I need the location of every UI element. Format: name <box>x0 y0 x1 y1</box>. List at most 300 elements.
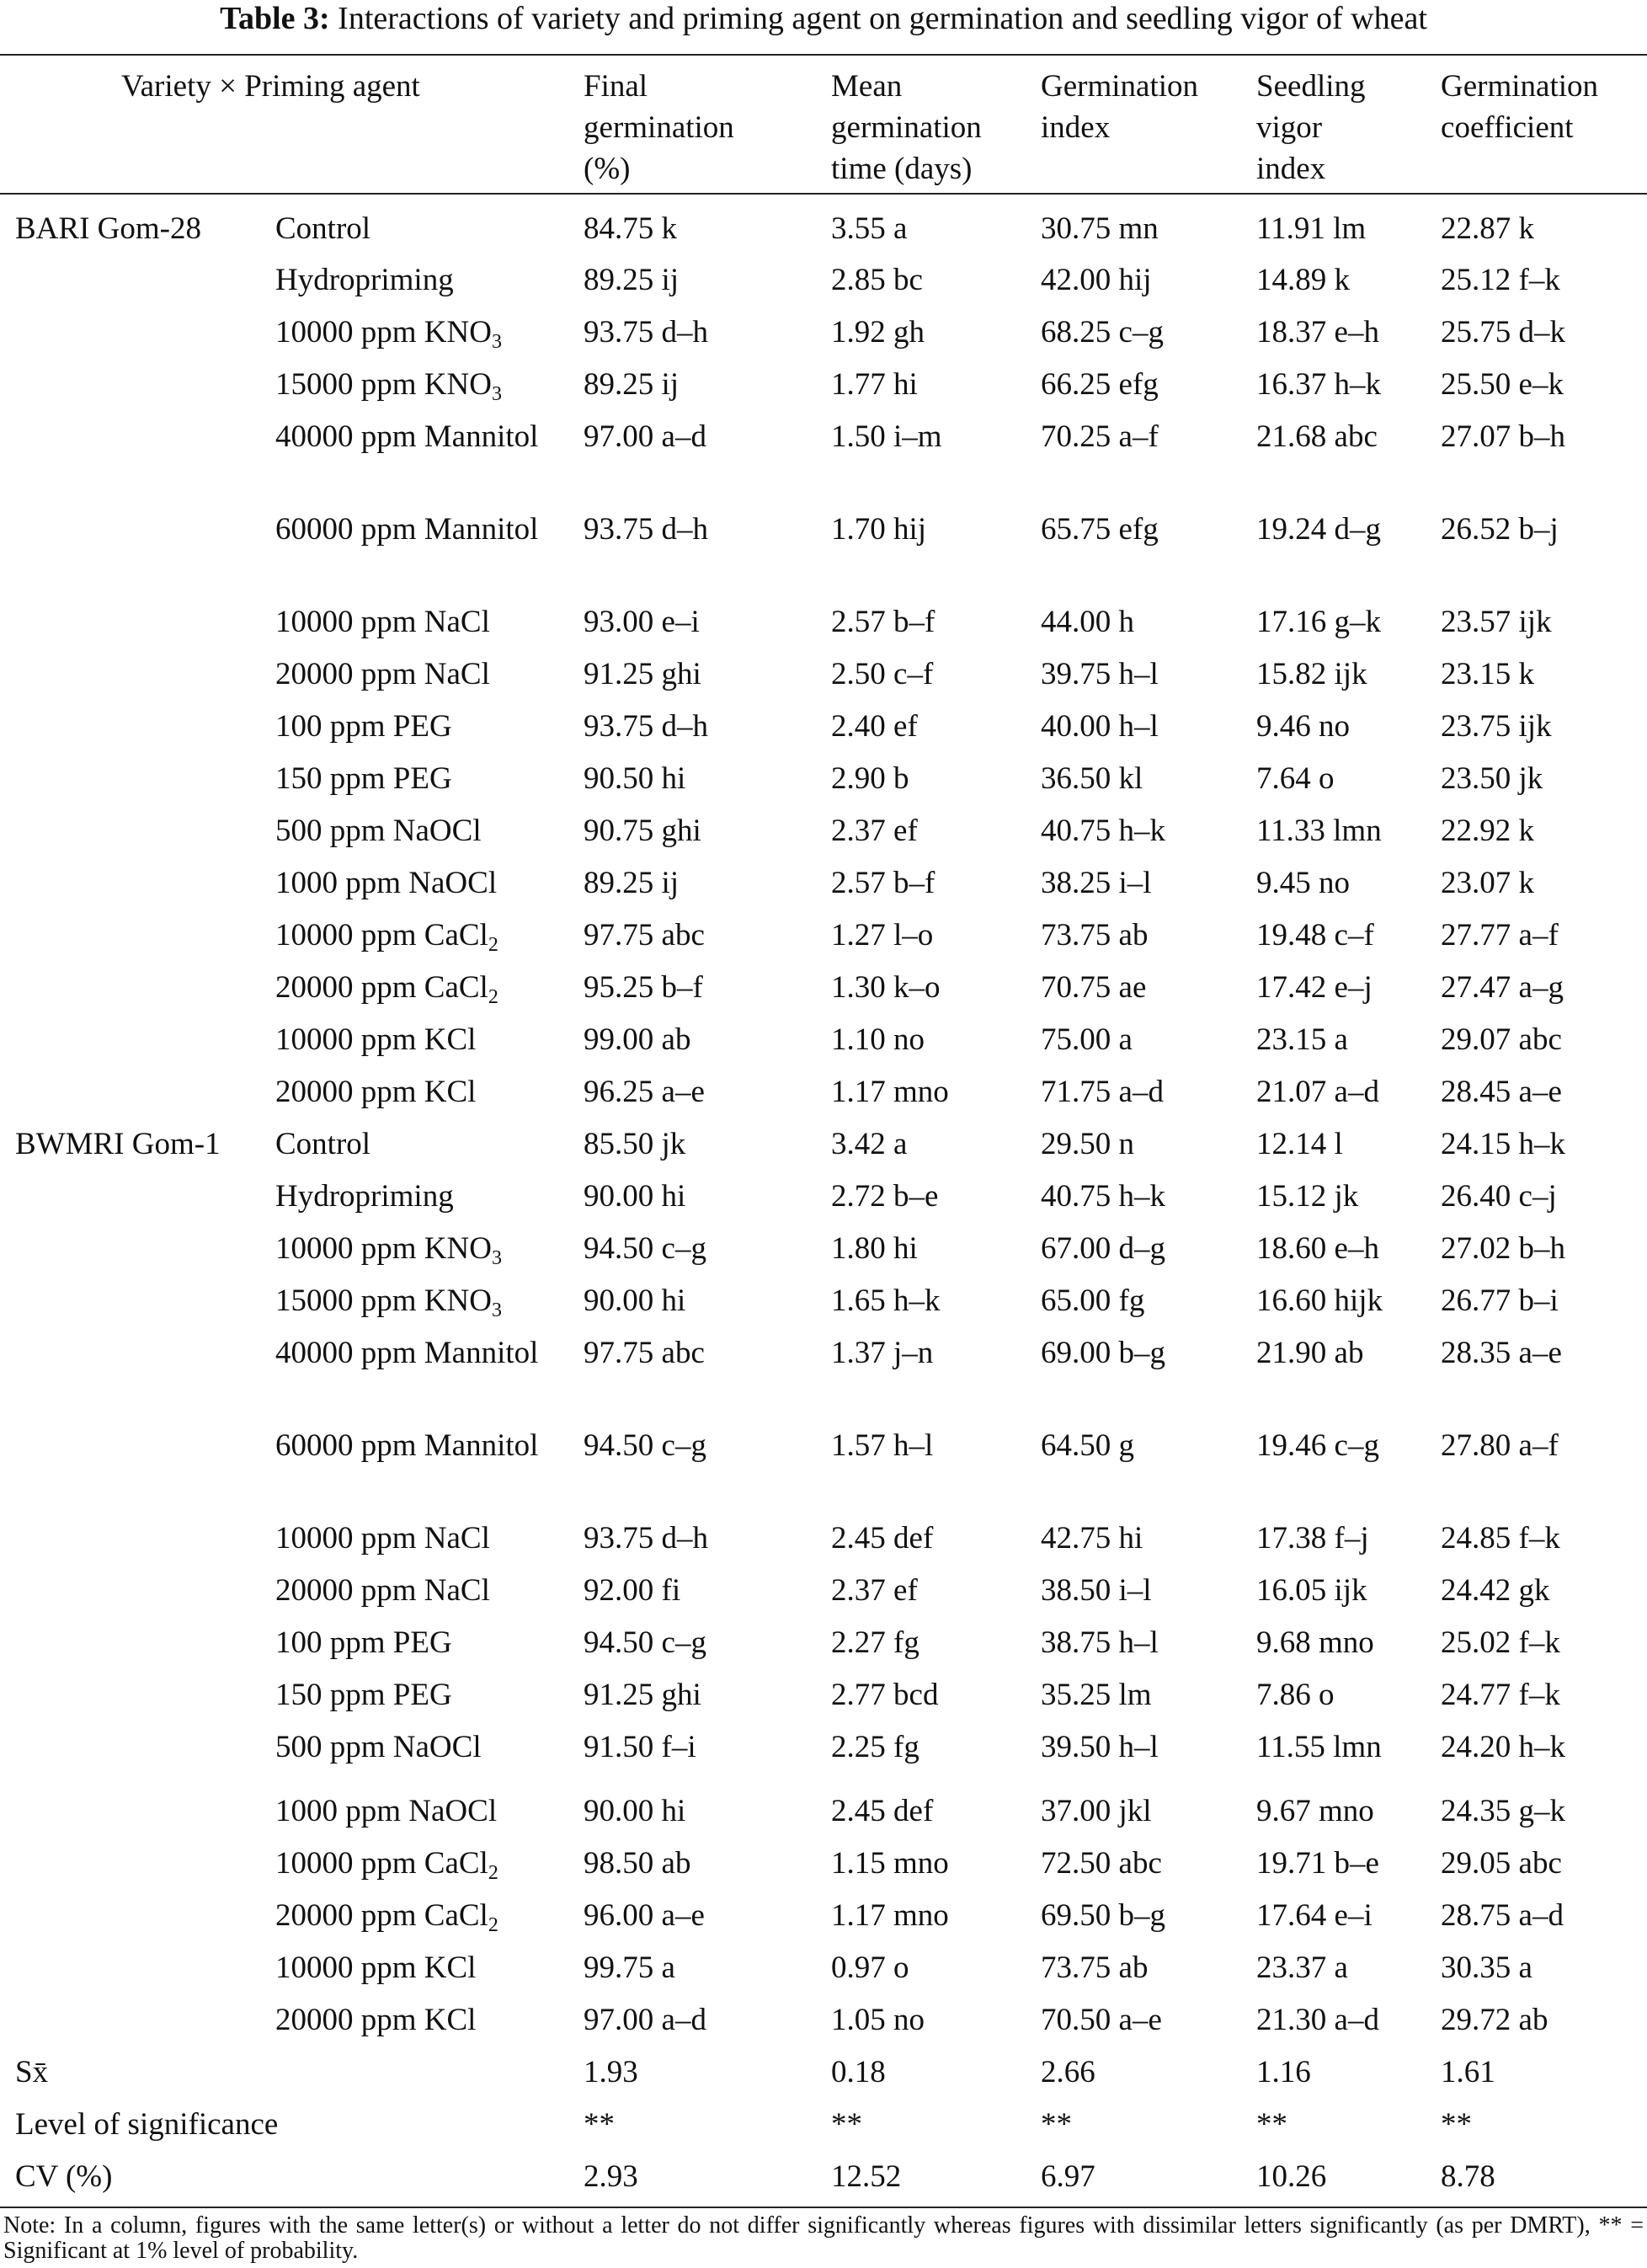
final-germination-cell: 84.75 k <box>584 211 678 246</box>
variety-cell-empty <box>0 364 260 416</box>
germination-coefficient-cell: 27.02 b–h <box>1441 1231 1566 1266</box>
germination-coefficient-cell: 23.15 k <box>1441 657 1535 691</box>
germination-index-cell: 36.50 kl <box>1041 761 1143 796</box>
table-row <box>0 1947 1647 1999</box>
variety-cell-empty <box>0 1280 260 1332</box>
germination-index-cell: 73.75 ab <box>1041 1950 1149 1985</box>
table-row <box>0 1280 1647 1332</box>
germination-index-cell: 72.50 abc <box>1041 1846 1162 1881</box>
summary-label: CV (%) <box>15 2159 113 2194</box>
final-germination-cell: 90.75 ghi <box>584 814 701 848</box>
final-germination-cell: 92.00 fi <box>584 1573 681 1608</box>
final-germination-cell: 97.75 abc <box>584 1336 705 1370</box>
priming-agent-label: 10000 ppm CaCl <box>275 1846 488 1881</box>
priming-agent-label: 10000 ppm CaCl <box>275 918 488 953</box>
table-row <box>0 654 1647 706</box>
header-germination-coefficient <box>1426 55 1647 194</box>
final-germination-cell: 93.00 e–i <box>584 605 700 639</box>
germination-index-cell: 35.25 lm <box>1041 1678 1152 1712</box>
header-line: time (days) <box>831 152 973 186</box>
germination-coefficient-cell: 24.20 h–k <box>1441 1730 1566 1764</box>
mean-germination-time-cell: 2.40 ef <box>831 709 918 744</box>
priming-agent-label: 150 ppm PEG <box>275 1678 452 1712</box>
mean-germination-time-cell: 2.25 fg <box>831 1730 919 1764</box>
seedling-vigor-index-cell: 19.46 c–g <box>1256 1428 1379 1463</box>
priming-agent-cell <box>260 416 568 509</box>
final-germination-cell: 91.25 ghi <box>584 1678 701 1712</box>
seedling-vigor-index-cell: 21.07 a–d <box>1256 1075 1379 1109</box>
germination-coefficient-cell: 25.12 f–k <box>1441 263 1560 297</box>
germination-coefficient-cell: 29.05 abc <box>1441 1846 1562 1881</box>
table-row <box>0 1726 1647 1779</box>
seedling-vigor-index-cell: 17.64 e–i <box>1256 1898 1372 1933</box>
final-germination-summary: 2.93 <box>584 2159 638 2194</box>
germination-index-summary: ** <box>1041 2107 1073 2142</box>
table-row <box>0 312 1647 364</box>
germination-index-cell: 39.50 h–l <box>1041 1730 1159 1764</box>
final-germination-cell: 90.00 hi <box>584 1179 686 1214</box>
variety-cell: BWMRI Gom-1 <box>15 1127 221 1161</box>
germination-index-cell: 65.75 efg <box>1041 512 1159 547</box>
germination-index-cell: 69.00 b–g <box>1041 1336 1166 1370</box>
germination-index-summary: 2.66 <box>1041 2055 1095 2089</box>
germination-index-cell: 37.00 jkl <box>1041 1794 1152 1828</box>
priming-agent-label: 20000 ppm KCl <box>275 2003 477 2037</box>
variety-cell-empty <box>0 1779 260 1843</box>
germination-coefficient-cell: 23.57 ijk <box>1441 605 1552 639</box>
mean-germination-time-cell: 1.15 mno <box>831 1846 949 1881</box>
caption-label: Table 3: <box>220 1 330 36</box>
final-germination-cell: 97.00 a–d <box>584 2003 706 2037</box>
final-germination-cell: 98.50 ab <box>584 1846 691 1881</box>
table-row <box>0 1999 1647 2052</box>
priming-agent-cell <box>260 194 568 259</box>
germination-coefficient-cell: 25.02 f–k <box>1441 1625 1560 1660</box>
priming-agent-label: 60000 ppm Mannitol <box>275 512 539 547</box>
priming-agent-cell <box>260 1570 568 1622</box>
mean-germination-time-summary: 12.52 <box>831 2159 902 2194</box>
mean-germination-time-cell: 1.57 h–l <box>831 1428 934 1463</box>
final-germination-cell: 94.50 c–g <box>584 1231 706 1266</box>
table-body <box>0 194 1647 2207</box>
germination-index-cell: 40.75 h–k <box>1041 814 1166 848</box>
priming-agent-label: 40000 ppm Mannitol <box>275 1336 539 1370</box>
header-line: Seedling <box>1256 69 1366 104</box>
variety-cell-empty <box>0 1518 260 1570</box>
germination-coefficient-cell: 27.77 a–f <box>1441 918 1559 953</box>
header-line: vigor <box>1256 110 1323 145</box>
formula-subscript: 2 <box>488 986 498 1008</box>
mean-germination-time-cell: 2.37 ef <box>831 814 918 848</box>
germination-coefficient-cell: 30.35 a <box>1441 1950 1532 1985</box>
germination-index-cell: 30.75 mn <box>1041 211 1159 246</box>
mean-germination-time-cell: 2.72 b–e <box>831 1179 939 1214</box>
header-seedling-vigor-index <box>1241 55 1426 194</box>
table-row <box>0 915 1647 967</box>
seedling-vigor-index-cell: 15.82 ijk <box>1256 657 1367 691</box>
header-line: index <box>1256 152 1326 186</box>
table-note: Note: In a column, figures with the same letter(s) or without a letter do not differ significantly whereas figures with dissimilar letters significantly (as per DMRT), ** = Significant at 1% level of probability. <box>3 2212 1644 2264</box>
mean-germination-time-cell: 1.65 h–k <box>831 1283 941 1318</box>
final-germination-cell: 93.75 d–h <box>584 709 709 744</box>
seedling-vigor-index-cell: 12.14 l <box>1256 1127 1343 1161</box>
germination-index-cell: 75.00 a <box>1041 1022 1133 1057</box>
priming-agent-cell <box>260 259 568 312</box>
seedling-vigor-index-cell: 14.89 k <box>1256 263 1351 297</box>
variety-cell-empty <box>0 1332 260 1425</box>
seedling-vigor-index-cell: 21.30 a–d <box>1256 2003 1379 2037</box>
seedling-vigor-index-cell: 18.60 e–h <box>1256 1231 1379 1266</box>
mean-germination-time-cell: 3.42 a <box>831 1127 908 1161</box>
germination-coefficient-cell: 27.47 a–g <box>1441 970 1564 1005</box>
table-row <box>0 601 1647 654</box>
formula-subscript: 2 <box>488 1862 498 1884</box>
priming-agent-cell <box>260 706 568 758</box>
priming-agent-cell <box>260 1674 568 1726</box>
priming-agent-cell <box>260 1726 568 1779</box>
priming-agent-cell <box>260 1518 568 1570</box>
seedling-vigor-index-cell: 17.42 e–j <box>1256 970 1372 1005</box>
seedling-vigor-index-cell: 9.67 mno <box>1256 1794 1374 1828</box>
germination-index-cell: 39.75 h–l <box>1041 657 1159 691</box>
germination-index-cell: 38.25 i–l <box>1041 866 1152 900</box>
mean-germination-time-cell: 1.37 j–n <box>831 1336 934 1370</box>
germination-coefficient-cell: 25.50 e–k <box>1441 367 1564 402</box>
variety-cell-empty <box>0 758 260 810</box>
seedling-vigor-index-cell: 11.55 lmn <box>1256 1730 1382 1764</box>
germination-index-cell: 73.75 ab <box>1041 918 1149 953</box>
table-row <box>0 194 1647 259</box>
mean-germination-time-cell: 1.27 l–o <box>831 918 934 953</box>
header-row <box>0 55 1647 194</box>
table-row <box>0 862 1647 915</box>
mean-germination-time-cell: 1.10 no <box>831 1022 925 1057</box>
seedling-vigor-index-cell: 16.05 ijk <box>1256 1573 1367 1608</box>
mean-germination-time-cell: 1.30 k–o <box>831 970 941 1005</box>
table-row <box>0 1425 1647 1518</box>
germination-coefficient-cell: 27.07 b–h <box>1441 419 1566 454</box>
priming-agent-label: 1000 ppm NaOCl <box>275 866 498 900</box>
priming-agent-cell <box>260 1999 568 2052</box>
germination-coefficient-cell: 22.92 k <box>1441 814 1535 848</box>
germination-coefficient-cell: 23.50 jk <box>1441 761 1543 796</box>
table-row <box>0 1622 1647 1674</box>
formula-subscript: 2 <box>488 1914 498 1936</box>
seedling-vigor-index-cell: 21.90 ab <box>1256 1336 1364 1370</box>
final-germination-summary: 1.93 <box>584 2055 638 2089</box>
priming-agent-cell <box>260 915 568 967</box>
priming-agent-cell <box>260 1019 568 1071</box>
priming-agent-cell <box>260 1228 568 1280</box>
germination-index-cell: 70.75 ae <box>1041 970 1147 1005</box>
header-line: Final <box>584 69 648 104</box>
final-germination-cell: 99.75 a <box>584 1950 675 1985</box>
variety-cell-empty <box>0 1947 260 1999</box>
final-germination-cell: 89.25 ij <box>584 866 680 900</box>
seedling-vigor-index-cell: 19.48 c–f <box>1256 918 1374 953</box>
mean-germination-time-cell: 2.45 def <box>831 1794 934 1828</box>
priming-agent-cell <box>260 1622 568 1674</box>
summary-row <box>0 2156 1647 2207</box>
mean-germination-time-cell: 2.85 bc <box>831 263 923 297</box>
mean-germination-time-cell: 1.05 no <box>831 2003 925 2037</box>
final-germination-cell: 95.25 b–f <box>584 970 703 1005</box>
seedling-vigor-index-cell: 17.16 g–k <box>1256 605 1382 639</box>
priming-agent-label: Control <box>275 1127 371 1161</box>
table-row <box>0 1674 1647 1726</box>
table-row <box>0 1019 1647 1071</box>
priming-agent-label: 1000 ppm NaOCl <box>275 1794 498 1828</box>
priming-agent-label: 500 ppm NaOCl <box>275 1730 482 1764</box>
priming-agent-cell <box>260 1123 568 1176</box>
seedling-vigor-index-cell: 7.64 o <box>1256 761 1335 796</box>
table-row <box>0 810 1647 862</box>
final-germination-cell: 91.25 ghi <box>584 657 701 691</box>
header-mean-germination-time <box>816 55 1026 194</box>
summary-row <box>0 2104 1647 2156</box>
variety-cell-empty <box>0 601 260 654</box>
priming-agent-cell <box>260 810 568 862</box>
final-germination-cell: 93.75 d–h <box>584 1521 709 1556</box>
variety-cell-empty <box>0 810 260 862</box>
germination-coefficient-cell: 23.75 ijk <box>1441 709 1552 744</box>
mean-germination-time-cell: 3.55 a <box>831 211 908 246</box>
table-row <box>0 364 1647 416</box>
table-row <box>0 416 1647 509</box>
germination-coefficient-cell: 28.35 a–e <box>1441 1336 1562 1370</box>
table-row <box>0 1071 1647 1123</box>
final-germination-cell: 96.00 a–e <box>584 1898 705 1933</box>
priming-agent-label: 100 ppm PEG <box>275 709 452 744</box>
mean-germination-time-cell: 1.17 mno <box>831 1075 949 1109</box>
caption-text: Interactions of variety and priming agent on germination and seedling vigor of wheat <box>338 1 1427 36</box>
seedling-vigor-index-cell: 23.37 a <box>1256 1950 1348 1985</box>
priming-agent-cell <box>260 364 568 416</box>
priming-agent-label: 10000 ppm KNO <box>275 1231 492 1266</box>
final-germination-cell: 93.75 d–h <box>584 315 709 350</box>
priming-agent-cell <box>260 312 568 364</box>
seedling-vigor-index-cell: 15.12 jk <box>1256 1179 1359 1214</box>
priming-agent-label: Hydropriming <box>275 263 454 297</box>
table-row <box>0 758 1647 810</box>
priming-agent-label: 20000 ppm NaCl <box>275 657 490 691</box>
priming-agent-cell <box>260 654 568 706</box>
table-row <box>0 1228 1647 1280</box>
germination-coefficient-summary: ** <box>1441 2107 1473 2142</box>
variety-cell-empty <box>0 1843 260 1895</box>
mean-germination-time-cell: 1.17 mno <box>831 1898 949 1933</box>
final-germination-cell: 94.50 c–g <box>584 1625 706 1660</box>
germination-coefficient-cell: 28.75 a–d <box>1441 1898 1564 1933</box>
germination-index-cell: 38.50 i–l <box>1041 1573 1152 1608</box>
mean-germination-time-cell: 1.77 hi <box>831 367 918 402</box>
germination-index-cell: 70.25 a–f <box>1041 419 1159 454</box>
priming-agent-cell <box>260 1779 568 1843</box>
variety-cell-empty <box>0 1019 260 1071</box>
final-germination-cell: 90.00 hi <box>584 1794 686 1828</box>
table-row <box>0 706 1647 758</box>
seedling-vigor-index-cell: 11.91 lm <box>1256 211 1367 246</box>
final-germination-summary: ** <box>584 2107 616 2142</box>
seedling-vigor-index-cell: 21.68 abc <box>1256 419 1378 454</box>
final-germination-cell: 93.75 d–h <box>584 512 709 547</box>
priming-agent-cell <box>260 758 568 810</box>
mean-germination-time-summary: 0.18 <box>831 2055 886 2089</box>
priming-agent-cell <box>260 1895 568 1947</box>
header-line: Germination <box>1441 69 1599 104</box>
variety-cell-empty <box>0 706 260 758</box>
priming-agent-label: Hydropriming <box>275 1179 454 1214</box>
priming-agent-label: 10000 ppm NaCl <box>275 1521 490 1556</box>
table-row <box>0 967 1647 1019</box>
germination-coefficient-cell: 25.75 d–k <box>1441 315 1566 350</box>
variety-cell-empty <box>0 416 260 509</box>
formula-subscript: 3 <box>491 383 502 405</box>
priming-agent-label: 10000 ppm KCl <box>275 1022 477 1057</box>
mean-germination-time-cell: 2.50 c–f <box>831 657 934 691</box>
header-line: (%) <box>584 152 631 186</box>
priming-agent-label: 60000 ppm Mannitol <box>275 1428 539 1463</box>
germination-index-cell: 42.00 hij <box>1041 263 1152 297</box>
germination-index-cell: 29.50 n <box>1041 1127 1135 1161</box>
germination-index-cell: 69.50 b–g <box>1041 1898 1166 1933</box>
germination-coefficient-cell: 23.07 k <box>1441 866 1535 900</box>
table-row <box>0 509 1647 601</box>
final-germination-cell: 99.00 ab <box>584 1022 691 1057</box>
mean-germination-time-cell: 1.80 hi <box>831 1231 918 1266</box>
final-germination-cell: 89.25 ij <box>584 263 680 297</box>
priming-agent-cell <box>260 967 568 1019</box>
formula-subscript: 3 <box>491 1299 502 1321</box>
variety-cell-empty <box>0 1071 260 1123</box>
final-germination-cell: 94.50 c–g <box>584 1428 706 1463</box>
header-line: Germination <box>1041 69 1199 104</box>
germination-index-cell: 44.00 h <box>1041 605 1135 639</box>
final-germination-cell: 90.50 hi <box>584 761 686 796</box>
priming-agent-cell <box>260 509 568 601</box>
germination-coefficient-cell: 29.72 ab <box>1441 2003 1548 2037</box>
header-line: germination <box>831 110 982 145</box>
mean-germination-time-cell: 2.90 b <box>831 761 909 796</box>
germination-index-cell: 71.75 a–d <box>1041 1075 1164 1109</box>
variety-cell-empty <box>0 654 260 706</box>
table-row <box>0 1779 1647 1843</box>
priming-agent-label: 10000 ppm KNO <box>275 315 492 350</box>
mean-germination-time-cell: 2.37 ef <box>831 1573 918 1608</box>
priming-agent-label: 10000 ppm NaCl <box>275 605 490 639</box>
germination-coefficient-cell: 24.77 f–k <box>1441 1678 1560 1712</box>
header-line: Mean <box>831 69 903 104</box>
mean-germination-time-cell: 1.70 hij <box>831 512 927 547</box>
mean-germination-time-cell: 2.77 bcd <box>831 1678 939 1712</box>
priming-agent-label: 20000 ppm CaCl <box>275 970 488 1005</box>
table-row <box>0 1570 1647 1622</box>
germination-index-cell: 64.50 g <box>1041 1428 1135 1463</box>
priming-agent-label: 20000 ppm KCl <box>275 1075 477 1109</box>
priming-agent-cell <box>260 1071 568 1123</box>
variety-cell-empty <box>0 967 260 1019</box>
priming-agent-cell <box>260 862 568 915</box>
table-row <box>0 1843 1647 1895</box>
germination-coefficient-cell: 22.87 k <box>1441 211 1535 246</box>
germination-coefficient-cell: 24.35 g–k <box>1441 1794 1566 1828</box>
header-final-germination <box>568 55 816 194</box>
variety-cell-empty <box>0 915 260 967</box>
variety-cell-empty <box>0 1726 260 1779</box>
germination-coefficient-cell: 24.85 f–k <box>1441 1521 1560 1556</box>
seedling-vigor-index-cell: 16.60 hijk <box>1256 1283 1383 1318</box>
seedling-vigor-index-cell: 19.71 b–e <box>1256 1846 1379 1881</box>
seedling-vigor-index-summary: 1.16 <box>1256 2055 1311 2089</box>
germination-coefficient-cell: 24.15 h–k <box>1441 1127 1566 1161</box>
final-germination-cell: 96.25 a–e <box>584 1075 705 1109</box>
summary-row <box>0 2052 1647 2104</box>
final-germination-cell: 97.75 abc <box>584 918 705 953</box>
priming-agent-label: Control <box>275 211 371 246</box>
seedling-vigor-index-summary: 10.26 <box>1256 2159 1327 2194</box>
seedling-vigor-index-cell: 23.15 a <box>1256 1022 1348 1057</box>
formula-subscript: 3 <box>491 1247 502 1269</box>
formula-subscript: 3 <box>491 331 502 353</box>
germination-index-cell: 66.25 efg <box>1041 367 1159 402</box>
germination-index-cell: 38.75 h–l <box>1041 1625 1159 1660</box>
seedling-vigor-index-summary: ** <box>1256 2107 1288 2142</box>
seedling-vigor-index-cell: 17.38 f–j <box>1256 1521 1369 1556</box>
mean-germination-time-cell: 0.97 o <box>831 1950 909 1985</box>
variety-cell-empty <box>0 1622 260 1674</box>
mean-germination-time-cell: 2.57 b–f <box>831 866 935 900</box>
germination-coefficient-cell: 26.52 b–j <box>1441 512 1559 547</box>
priming-agent-cell <box>260 1176 568 1228</box>
variety-cell-empty <box>0 509 260 601</box>
seedling-vigor-index-cell: 16.37 h–k <box>1256 367 1382 402</box>
priming-agent-label: 20000 ppm CaCl <box>275 1898 488 1933</box>
priming-agent-cell <box>260 1425 568 1518</box>
final-germination-cell: 89.25 ij <box>584 367 680 402</box>
header-line: germination <box>584 110 734 145</box>
mean-germination-time-cell: 2.27 fg <box>831 1625 919 1660</box>
header-variety-priming: Variety × Priming agent <box>121 69 420 104</box>
germination-coefficient-summary: 1.61 <box>1441 2055 1495 2089</box>
final-germination-cell: 85.50 jk <box>584 1127 686 1161</box>
germination-coefficient-summary: 8.78 <box>1441 2159 1495 2194</box>
mean-germination-time-cell: 1.92 gh <box>831 315 925 350</box>
table-row <box>0 1895 1647 1947</box>
priming-agent-cell <box>260 1332 568 1425</box>
variety-cell-empty <box>0 1999 260 2052</box>
variety-cell-empty <box>0 1425 260 1518</box>
germination-coefficient-cell: 26.77 b–i <box>1441 1283 1559 1318</box>
final-germination-cell: 97.00 a–d <box>584 419 706 454</box>
header-germination-index <box>1026 55 1241 194</box>
header-line: coefficient <box>1441 110 1574 145</box>
germination-index-cell: 40.75 h–k <box>1041 1179 1166 1214</box>
priming-agent-label: 150 ppm PEG <box>275 761 452 796</box>
mean-germination-time-cell: 2.45 def <box>831 1521 934 1556</box>
variety-cell-empty <box>0 1570 260 1622</box>
header-line: index <box>1041 110 1111 145</box>
germination-coefficient-cell: 28.45 a–e <box>1441 1075 1562 1109</box>
mean-germination-time-cell: 1.50 i–m <box>831 419 942 454</box>
data-table <box>0 54 1647 2208</box>
variety-cell-empty <box>0 862 260 915</box>
priming-agent-label: 15000 ppm KNO <box>275 367 492 402</box>
variety-cell-empty <box>0 1228 260 1280</box>
priming-agent-cell <box>260 1843 568 1895</box>
seedling-vigor-index-cell: 18.37 e–h <box>1256 315 1379 350</box>
priming-agent-label: 15000 ppm KNO <box>275 1283 492 1318</box>
priming-agent-label: 500 ppm NaOCl <box>275 814 482 848</box>
